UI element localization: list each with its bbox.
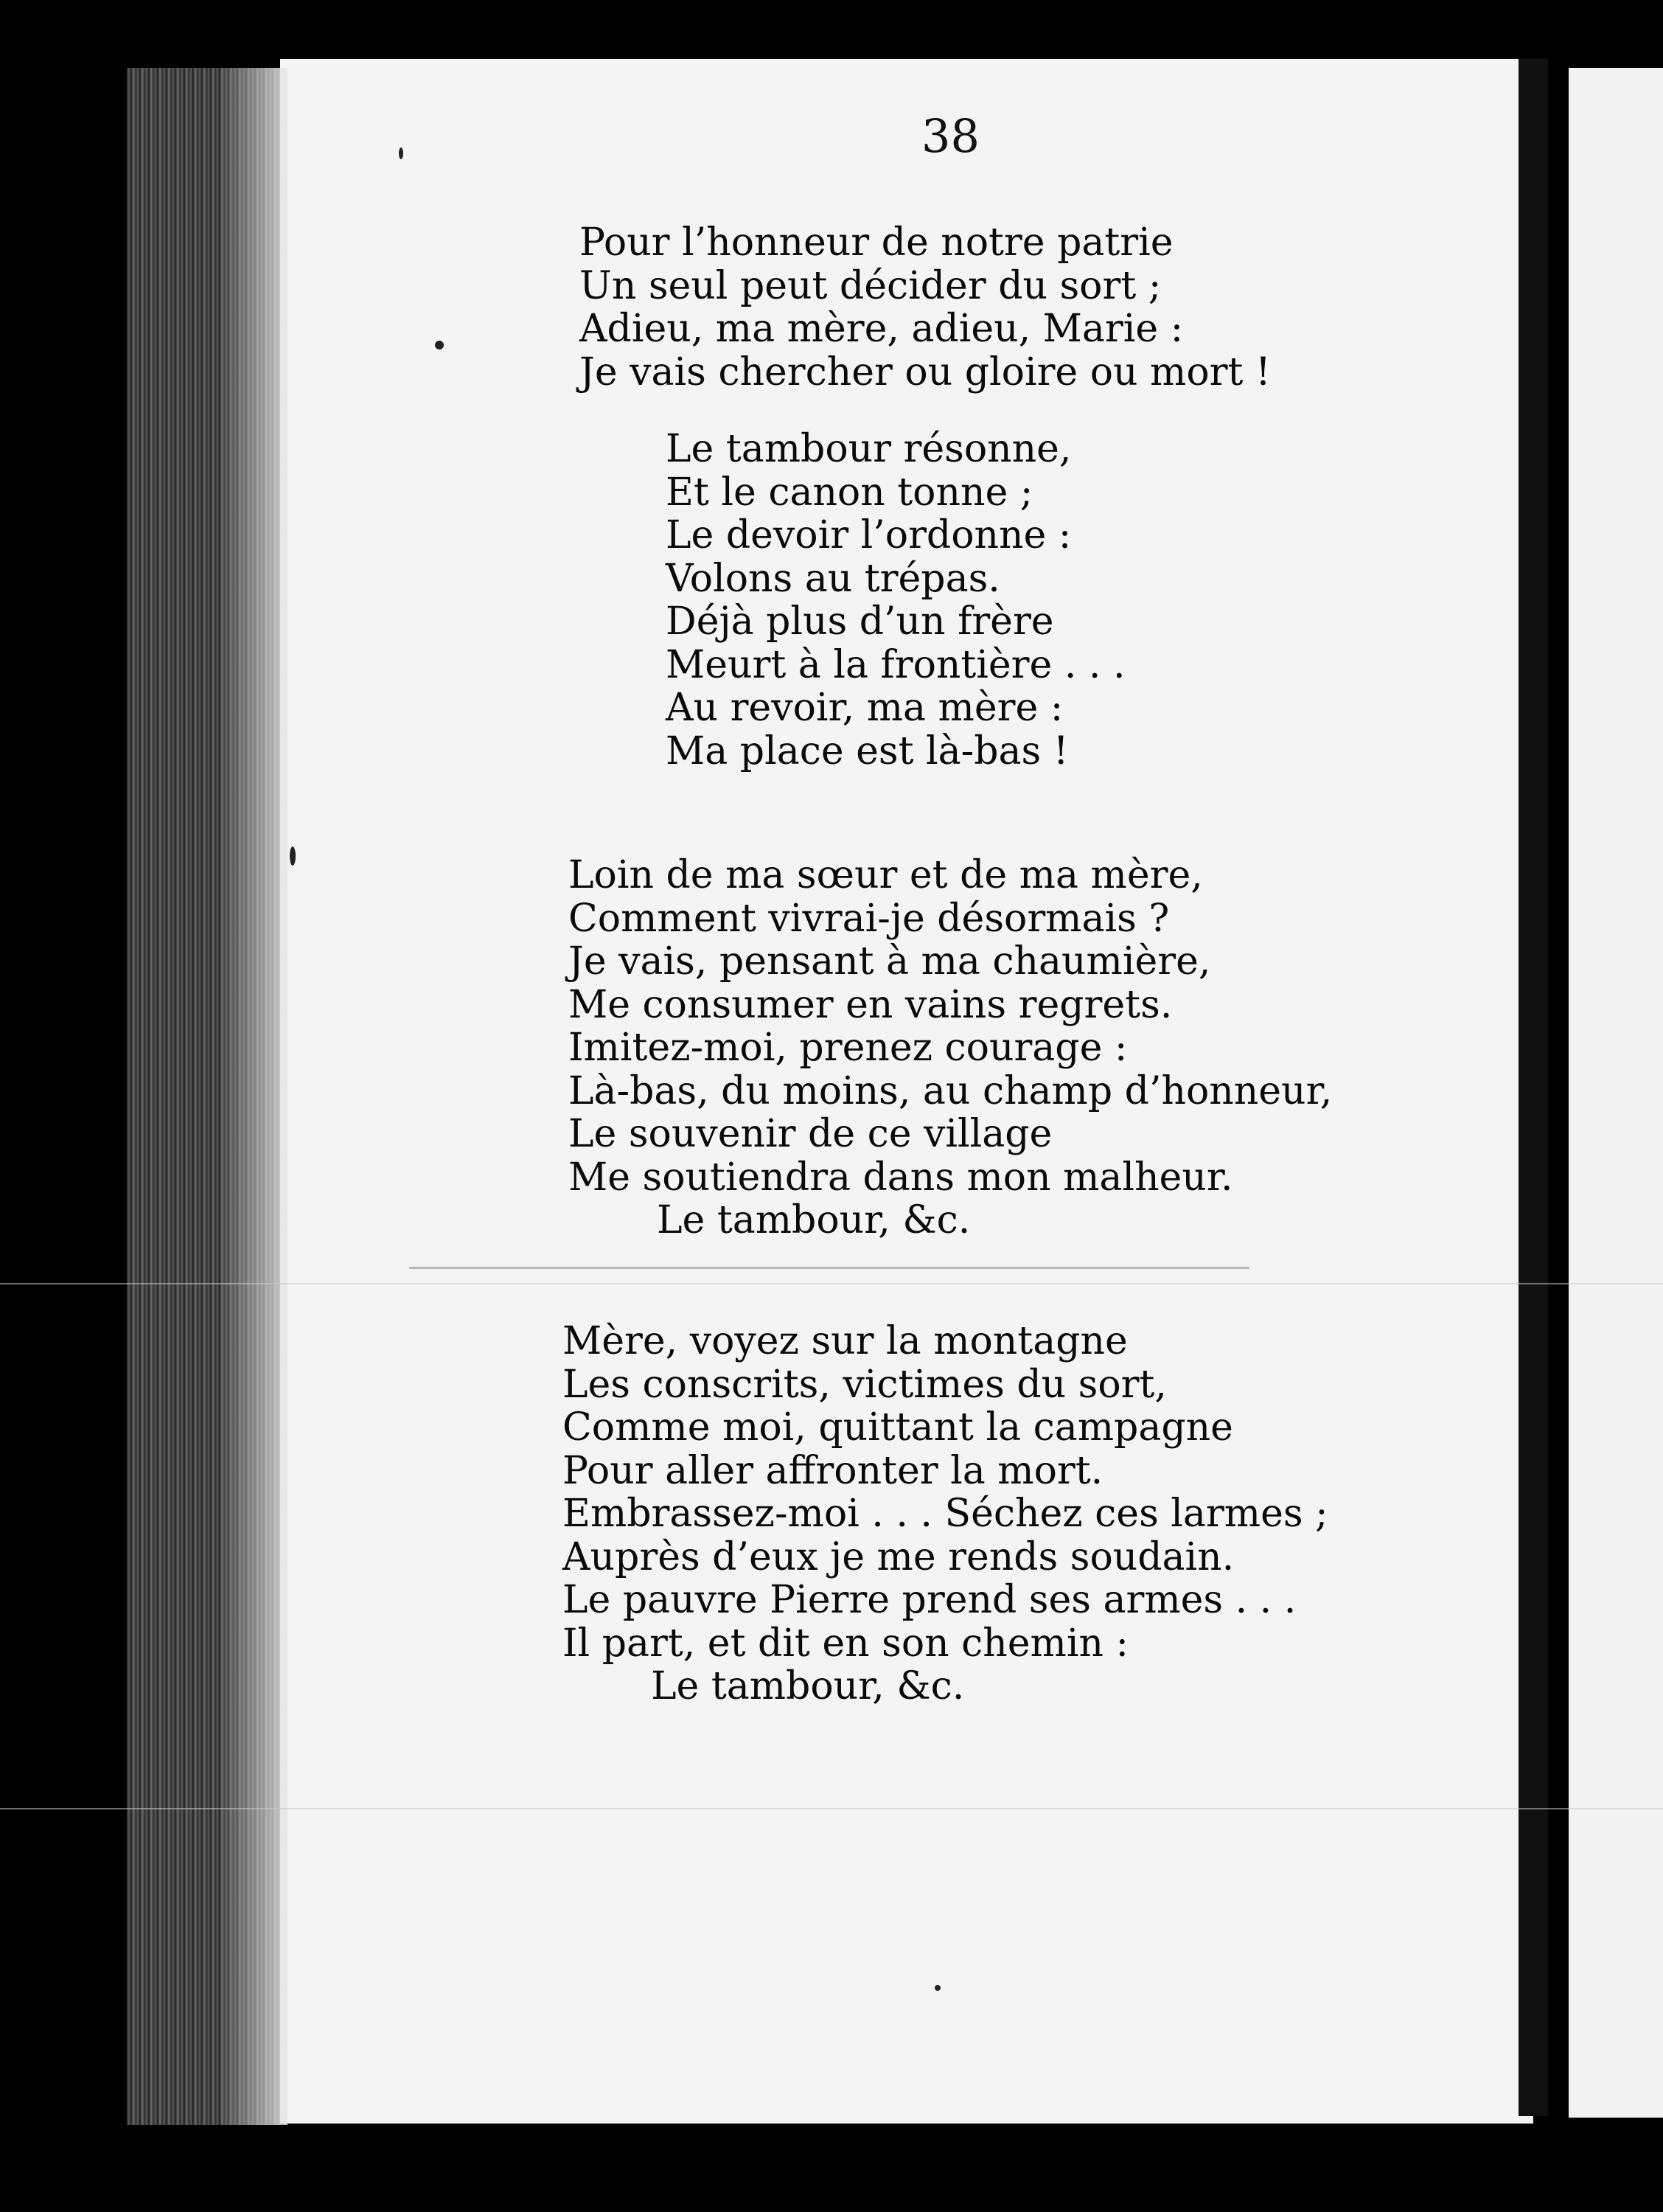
verse-line: Il part, et dit en son chemin : <box>562 1621 1129 1666</box>
verse-line: Pour l’honneur de notre patrie <box>579 220 1174 265</box>
verse-line: Un seul peut décider du sort ; <box>579 263 1162 308</box>
verse-line: Le pauvre Pierre prend ses armes . . . <box>562 1578 1297 1622</box>
stanza-2 <box>568 854 1332 1242</box>
refrain-reference: Le tambour, &c. <box>651 1664 965 1708</box>
refrain <box>666 428 1126 773</box>
stanza-3 <box>562 1320 1328 1708</box>
verse-line: Me consumer en vains regrets. <box>568 982 1173 1027</box>
verse-line: Me soutiendra dans mon malheur. <box>568 1155 1233 1200</box>
verse-line: Comme moi, quittant la campagne <box>562 1405 1233 1450</box>
page-edge-shadow <box>221 68 287 2125</box>
ink-speck <box>399 147 403 159</box>
verse-line: Le devoir l’ordonne : <box>666 513 1072 557</box>
verse-line: Embrassez-moi . . . Séchez ces larmes ; <box>562 1492 1328 1536</box>
verse-line: Imitez-moi, prenez courage : <box>568 1026 1128 1070</box>
verse-line: Ma place est là-bas ! <box>666 728 1069 773</box>
verse-line: Loin de ma sœur et de ma mère, <box>568 853 1203 897</box>
verse-line: Meurt à la frontière . . . <box>666 642 1126 687</box>
verse-line: Auprès d’eux je me rends soudain. <box>562 1534 1235 1579</box>
verse-line: Le souvenir de ce village <box>568 1112 1053 1156</box>
scan-line <box>0 1283 1663 1284</box>
adjacent-page <box>1569 68 1663 2118</box>
verse-line: Mère, voyez sur la montagne <box>562 1319 1128 1363</box>
section-divider <box>409 1267 1249 1269</box>
verse-line: Je vais, pensant à ma chaumière, <box>568 939 1211 984</box>
verse-line: Déjà plus d’un frère <box>666 599 1054 644</box>
ink-speck <box>290 846 296 866</box>
verse-line: Le tambour résonne, <box>666 427 1072 471</box>
verse-line: Je vais chercher ou gloire ou mort ! <box>579 349 1271 394</box>
ink-speck <box>935 1985 941 1991</box>
verse-line: Comment vivrai-je désormais ? <box>568 896 1170 941</box>
verse-line: Les conscrits, victimes du sort, <box>562 1362 1167 1407</box>
page-number: 38 <box>921 109 980 163</box>
verse-line: Pour aller affronter la mort. <box>562 1448 1104 1493</box>
verse-line: Volons au trépas. <box>666 556 1000 601</box>
ink-speck <box>435 341 444 349</box>
refrain-reference: Le tambour, &c. <box>657 1198 971 1242</box>
stanza-1 <box>579 221 1271 394</box>
verse-line: Et le canon tonne ; <box>666 470 1033 515</box>
verse-line: Adieu, ma mère, adieu, Marie : <box>579 307 1184 351</box>
verse-line: Là-bas, du moins, au champ d’honneur, <box>568 1068 1333 1113</box>
scan-line <box>0 1808 1663 1809</box>
verse-line: Au revoir, ma mère : <box>666 686 1064 730</box>
